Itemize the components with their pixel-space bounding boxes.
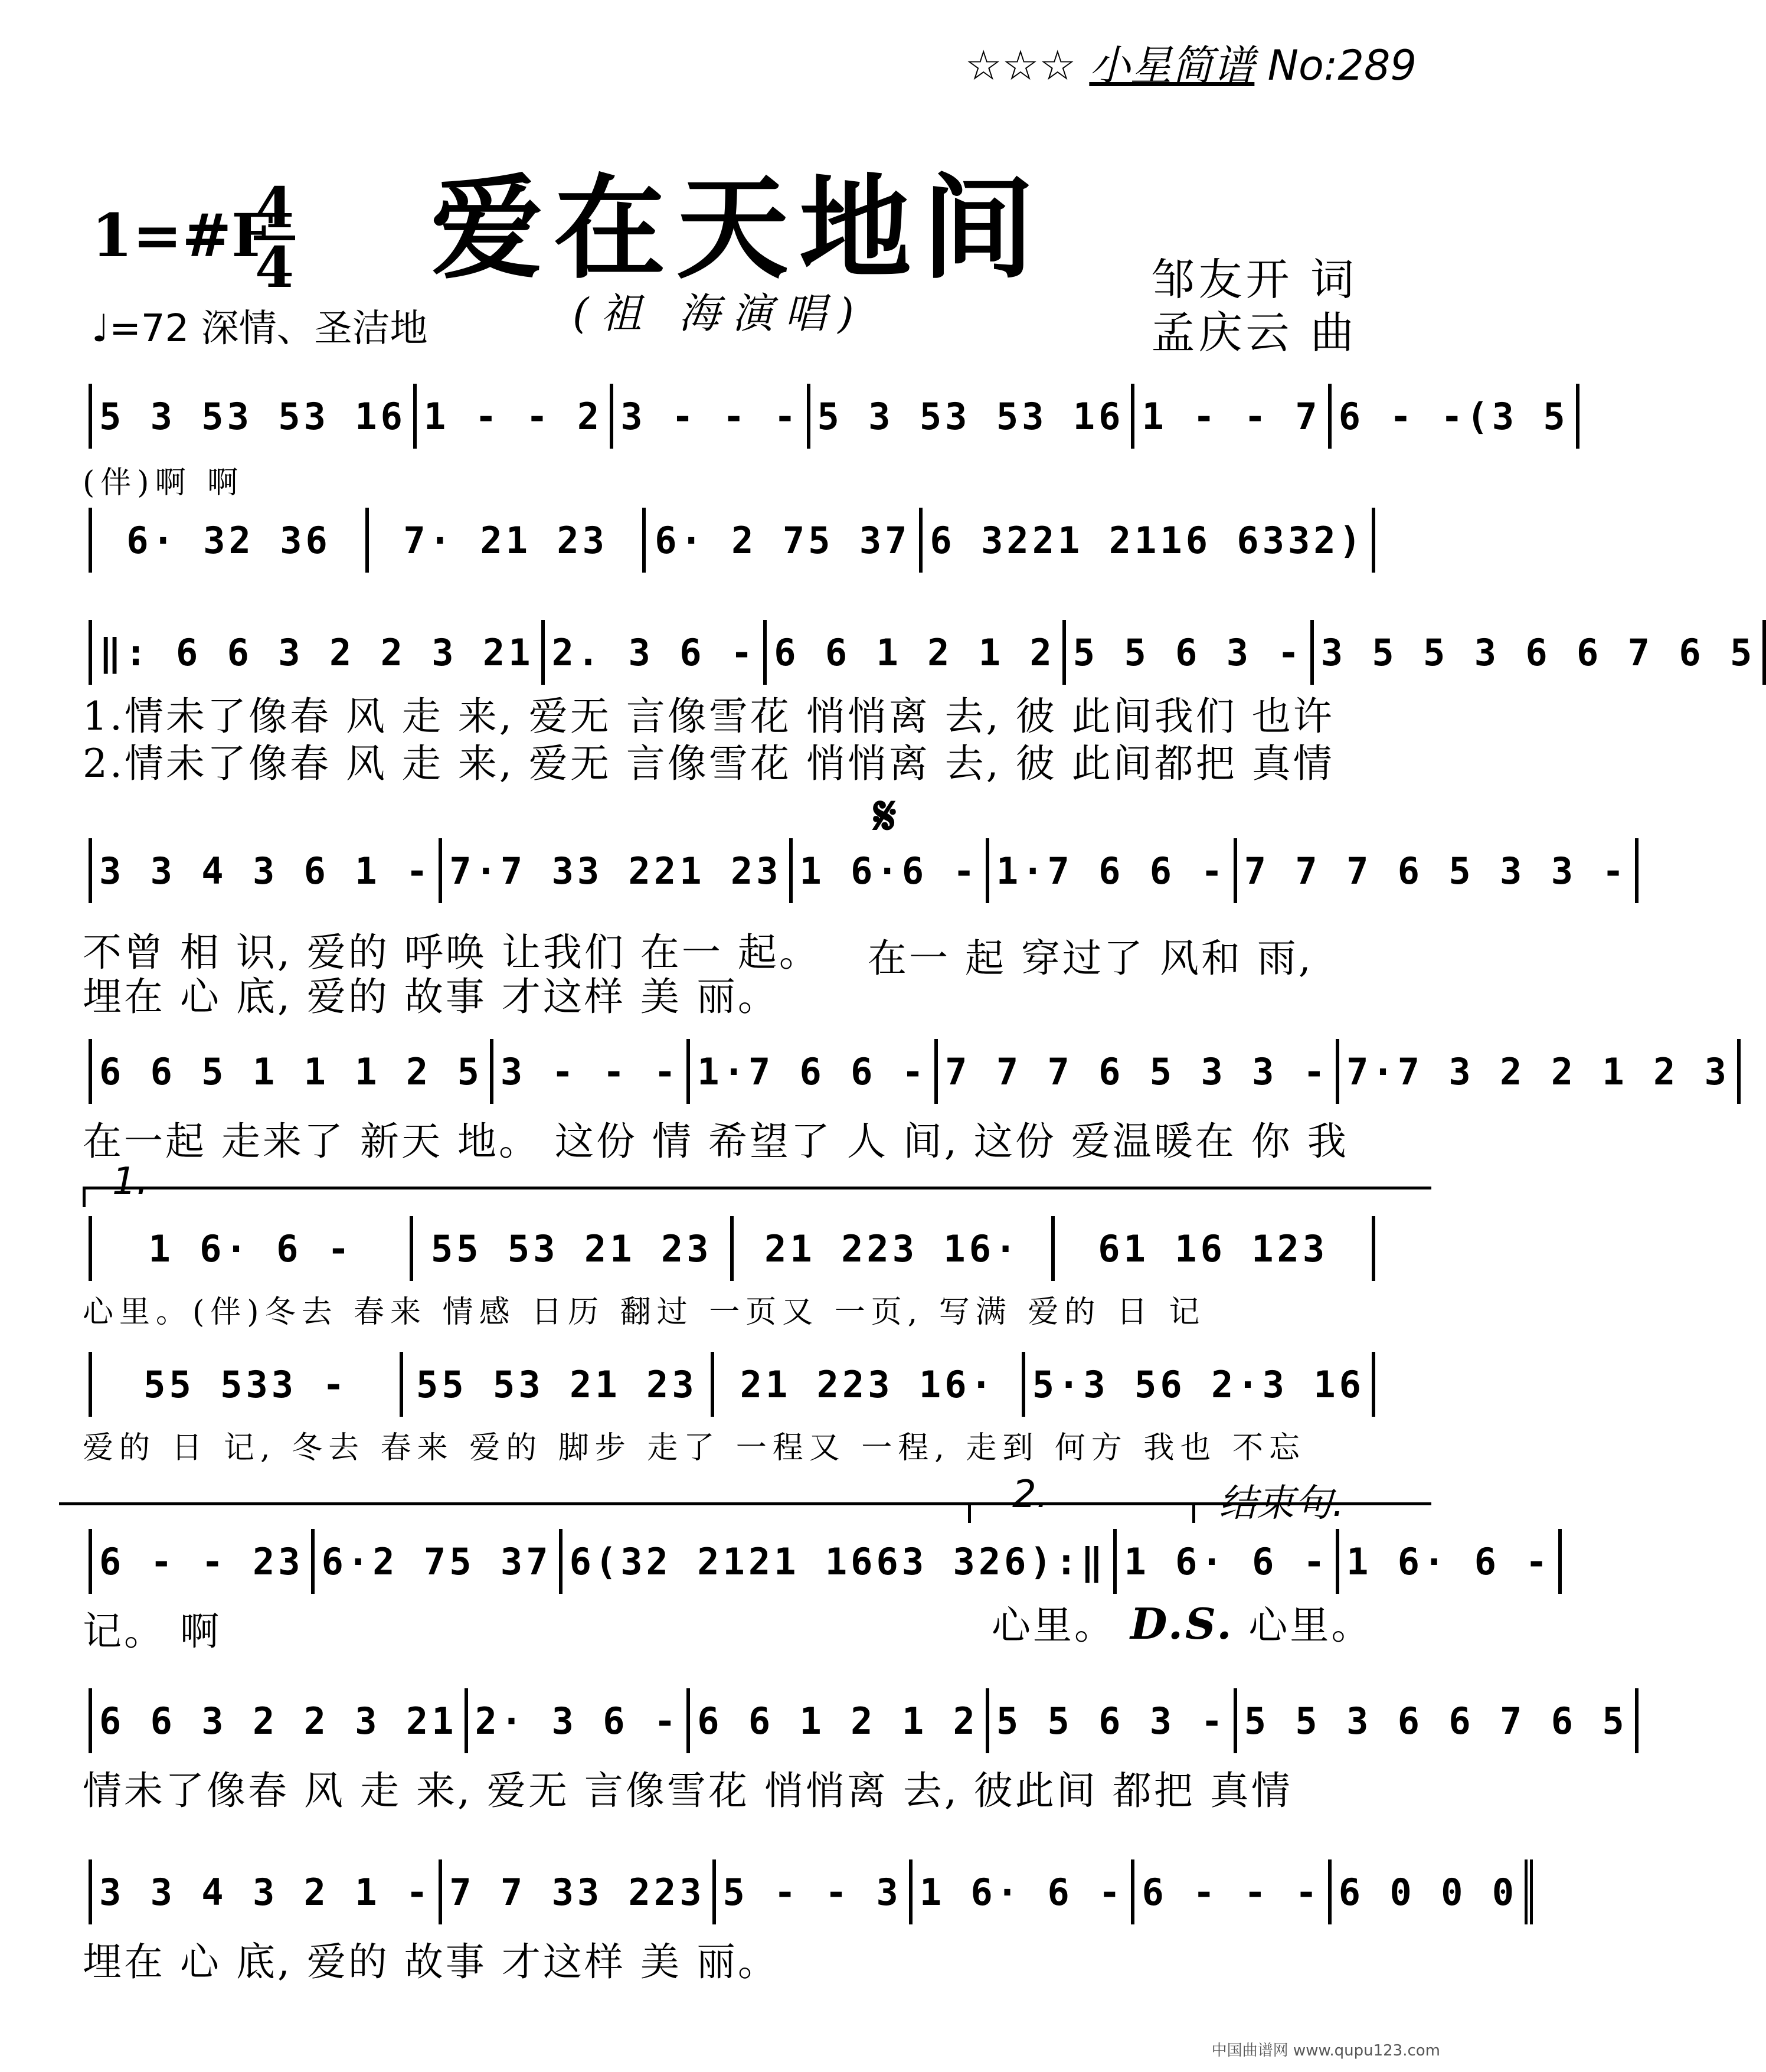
top-mark: [965, 32, 1417, 92]
composer: 孟庆云 曲: [1151, 308, 1358, 358]
measure: 6·2 75 37: [315, 1529, 562, 1594]
measure: 55 533 -: [92, 1352, 403, 1417]
measure: 3 - - -: [493, 1039, 690, 1104]
meter-top: 4: [254, 175, 295, 241]
measure: 7 7 7 6 5 3 3 -: [938, 1039, 1339, 1104]
measure: 6 - - -: [1134, 1859, 1331, 1924]
volta-ending: [1192, 1482, 1431, 1525]
measure: 6 3221 2116 6332): [923, 508, 1375, 573]
score-number: No:289: [1267, 41, 1417, 90]
measure: 6 6 5 1 1 1 2 5: [92, 1039, 493, 1104]
measure: 6 6 1 2 1 2: [767, 620, 1066, 685]
measure: 21 223 16·: [714, 1352, 1025, 1417]
measure: 55 53 21 23: [403, 1352, 714, 1417]
measure: 3 3 4 3 2 1 -: [92, 1859, 442, 1924]
lyric-verse-1: 1.情未了像春 风 走 来, 爱无 言像雪花 悄悄离 去, 彼 此间我们 也许: [83, 694, 1335, 739]
measure: 6 - -(3 5: [1332, 384, 1579, 449]
lyric-line: (伴)啊 啊: [83, 465, 244, 501]
measure: 3 - - -: [613, 384, 810, 449]
measure: 5 3 53 53 16: [810, 384, 1135, 449]
lyric-verse-2: 2.情未了像春 风 走 来, 爱无 言像雪花 悄悄离 去, 彼 此间都把 真情: [83, 741, 1335, 786]
measure: 1 - - 2: [417, 384, 613, 449]
measure: 5 5 3 6 6 7 6 5: [1237, 1688, 1639, 1753]
volta-first: [83, 1160, 1431, 1207]
score-row-7: [89, 1352, 1375, 1417]
measure: 3 5 5 3 6 6 7 6 5: [1314, 620, 1766, 685]
measure: 1 6·6 -: [793, 838, 989, 903]
measure: 2· 3 6 -: [468, 1688, 691, 1753]
lyric-line: 埋在 心 底, 爱的 故事 才这样 美 丽。: [83, 1939, 779, 1985]
measure: 5·3 56 2·3 16: [1025, 1352, 1375, 1417]
lyric-line: 情未了像春 风 走 来, 爱无 言像雪花 悄悄离 去, 彼此间 都把 真情: [83, 1768, 1293, 1813]
key-signature: 1=#F: [91, 201, 274, 270]
measure: 6· 32 36: [92, 508, 369, 573]
measure: 5 3 53 53 16: [92, 384, 417, 449]
volta-ending-label: 结束句.: [1219, 1482, 1345, 1525]
measure: 55 53 21 23: [413, 1216, 734, 1281]
measure: 7 7 7 6 5 3 3 -: [1237, 838, 1639, 903]
score-row-9: [89, 1688, 1628, 1753]
measure: 6 6 3 2 2 3 21: [92, 1688, 468, 1753]
song-title: 爱在天地间: [431, 162, 1045, 294]
lyricist: 邹友开 词: [1151, 254, 1358, 305]
score-row-4: [89, 838, 1628, 903]
lyric-chorus: 在一 起 穿过了 风和 雨,: [868, 936, 1313, 981]
lyric-verse-2: 埋在 心 底, 爱的 故事 才这样 美 丽。: [83, 974, 779, 1019]
measure: 6(32 2121 1663 326):‖: [562, 1529, 1117, 1594]
measure: 5 5 6 3 -: [989, 1688, 1237, 1753]
volta-first-label: 1.: [112, 1160, 149, 1204]
segno-sign: 𝄋: [874, 785, 897, 847]
measure: 7 7 33 223: [442, 1859, 715, 1924]
measure: 3 3 4 3 6 1 -: [92, 838, 442, 903]
measure: 1 6· 6 -: [1339, 1529, 1562, 1594]
lyric-line: 在一起 走来了 新天 地。 这份 情 希望了 人 间, 这份 爱温暖在 你 我: [83, 1119, 1349, 1164]
lyric-line: 记。 啊: [83, 1609, 221, 1654]
measure: 5 5 6 3 -: [1066, 620, 1314, 685]
measure: 7·7 3 2 2 1 2 3: [1339, 1039, 1741, 1104]
volta-second-label: 2.: [1012, 1473, 1049, 1517]
time-signature: [254, 175, 295, 300]
score-row-5: [89, 1039, 1731, 1104]
score-row-10: [89, 1859, 1518, 1924]
score-row-6: [89, 1216, 1375, 1281]
site-name[interactable]: 小星简谱: [1089, 41, 1255, 90]
measure: 1 6· 6 -: [913, 1859, 1135, 1924]
measure: 1 6· 6 -: [92, 1216, 413, 1281]
lyric-line: 心里。(伴)冬去 春来 情感 日历 翻过 一页又 一页, 写满 爱的 日 记: [83, 1295, 1206, 1330]
measure: 7· 21 23: [369, 508, 646, 573]
meter-bottom: 4: [254, 235, 295, 300]
measure: 1·7 6 6 -: [690, 1039, 938, 1104]
tempo-marking: ♩=72 深情、圣洁地: [91, 307, 428, 351]
measure: 61 16 123: [1055, 1216, 1376, 1281]
lyric-ending: [992, 1594, 1405, 1650]
measure: 1·7 6 6 -: [989, 838, 1237, 903]
measure: 6 - - 23: [92, 1529, 315, 1594]
score-row-3: [89, 620, 1756, 685]
separator-line: [59, 1502, 968, 1508]
measure: 6 6 1 2 1 2: [690, 1688, 989, 1753]
measure-final: 6 0 0 0: [1332, 1859, 1533, 1924]
watermark: 中国曲谱网 www.qupu123.com: [1211, 2042, 1440, 2060]
measure: ‖: 6 6 3 2 2 3 21: [92, 620, 545, 685]
lyric-second-ending: 心里。: [992, 1603, 1116, 1648]
measure: 21 223 16·: [734, 1216, 1055, 1281]
measure: 1 - - 7: [1134, 384, 1331, 449]
stars: ☆☆☆: [964, 41, 1077, 90]
lyric-line: 爱的 日 记, 冬去 春来 爱的 脚步 走了 一程又 一程, 走到 何方 我也 不忘: [83, 1430, 1306, 1466]
measure: 6· 2 75 37: [646, 508, 923, 573]
measure: 1 6· 6 -: [1117, 1529, 1339, 1594]
dal-segno-mark: D.S.: [1130, 1599, 1234, 1649]
lyric-final-ending: 心里。: [1248, 1603, 1373, 1648]
score-row-2: [89, 508, 1375, 573]
lyric-verse-1: 不曾 相 识, 爱的 呼唤 让我们 在一 起。: [83, 930, 820, 975]
measure: 7·7 33 221 23: [442, 838, 792, 903]
score-row-1: [89, 384, 1569, 449]
measure: 5 - - 3: [716, 1859, 913, 1924]
measure: 2. 3 6 -: [545, 620, 767, 685]
score-row-8: [89, 1529, 1551, 1594]
volta-second: [968, 1473, 1195, 1523]
singer: (祖 海演唱): [573, 289, 866, 338]
